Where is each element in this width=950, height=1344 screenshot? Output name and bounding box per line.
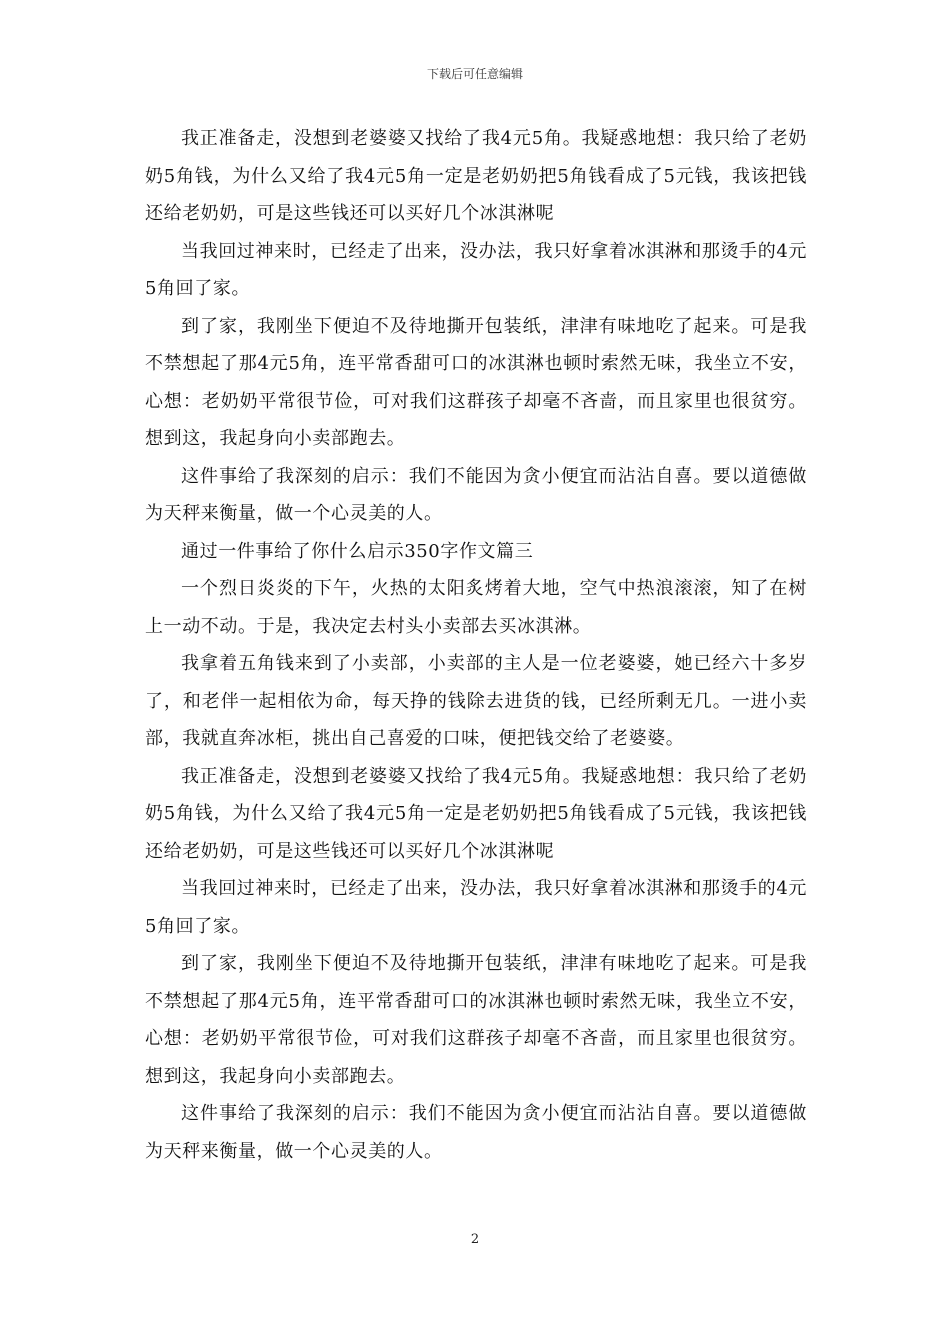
page-header: 下载后可任意编辑 [426,67,523,81]
paragraph: 我正准备走，没想到老婆婆又找给了我4元5角。我疑惑地想：我只给了老奶奶5角钱，为什么又给了我4元5角一定是老奶奶把5角钱看成了5元钱，我该把钱还给老奶奶，可是这些钱还可以买好几个冰淇淋呢 [145,128,807,224]
paragraph: 到了家，我刚坐下便迫不及待地撕开包装纸，津津有味地吃了起来。可是我不禁想起了那4元5角，连平常香甜可口的冰淇淋也顿时索然无味，我坐立不安，心想：老奶奶平常很节俭，可对我们这群孩子却毫不吝啬，而且家里也很贫穷。想到这，我起身向小卖部跑去。 [145,315,807,449]
paragraph: 这件事给了我深刻的启示：我们不能因为贪小便宜而沾沾自喜。要以道德做为天秤来衡量，做一个心灵美的人。 [145,1103,807,1162]
paragraph: 一个烈日炎炎的下午，火热的太阳炙烤着大地，空气中热浪滚滚，知了在树上一动不动。于是，我决定去村头小卖部去买冰淇淋。 [145,578,807,637]
paragraph: 到了家，我刚坐下便迫不及待地撕开包装纸，津津有味地吃了起来。可是我不禁想起了那4元5角，连平常香甜可口的冰淇淋也顿时索然无味，我坐立不安，心想：老奶奶平常很节俭，可对我们这群孩子却毫不吝啬，而且家里也很贫穷。想到这，我起身向小卖部跑去。 [145,953,807,1087]
paragraph: 当我回过神来时，已经走了出来，没办法，我只好拿着冰淇淋和那烫手的4元5角回了家。 [145,878,807,937]
paragraph: 我正准备走，没想到老婆婆又找给了我4元5角。我疑惑地想：我只给了老奶奶5角钱，为什么又给了我4元5角一定是老奶奶把5角钱看成了5元钱，我该把钱还给老奶奶，可是这些钱还可以买好几个冰淇淋呢 [145,765,807,862]
document-body [145,120,807,1170]
paragraph: 我拿着五角钱来到了小卖部，小卖部的主人是一位老婆婆，她已经六十多岁了，和老伴一起相依为命，每天挣的钱除去进货的钱，已经所剩无几。一进小卖部，我就直奔冰柜，挑出自己喜爱的口味，便把钱交给了老婆婆。 [145,653,807,749]
section-heading: 通过一件事给了你什么启示350字作文篇三 [181,540,534,562]
page-number: 2 [470,1232,480,1247]
paragraph: 这件事给了我深刻的启示：我们不能因为贪小便宜而沾沾自喜。要以道德做为天秤来衡量，做一个心灵美的人。 [145,465,807,524]
paragraph: 当我回过神来时，已经走了出来，没办法，我只好拿着冰淇淋和那烫手的4元5角回了家。 [145,240,807,299]
